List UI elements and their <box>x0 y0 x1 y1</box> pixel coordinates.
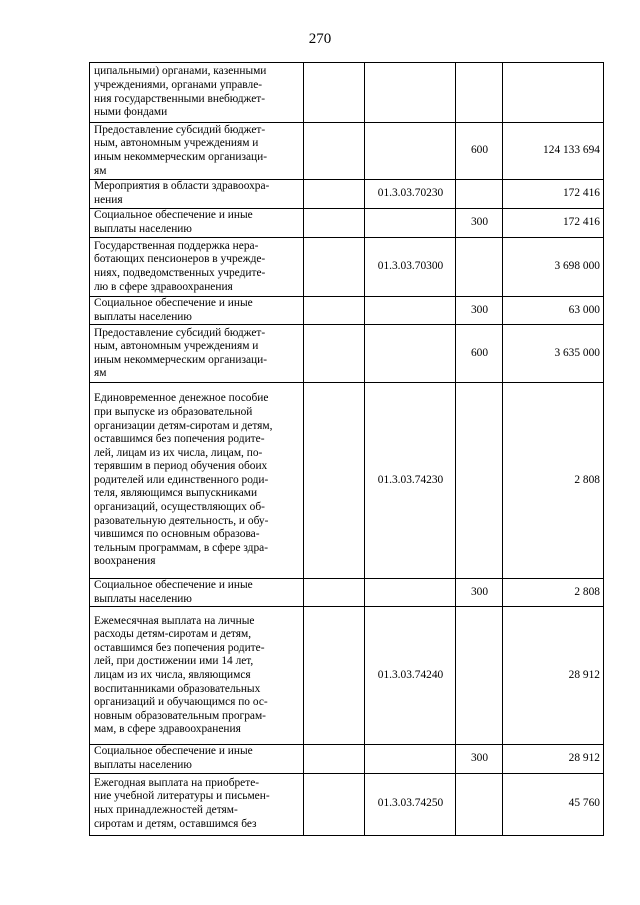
expense-name-line: ям <box>94 164 107 177</box>
expense-name-line: ния государственными внебюджет- <box>94 92 266 105</box>
amount-cell: 3 635 000 <box>503 325 604 383</box>
expense-name-line: лей, лицам из их числа, лицам, по- <box>94 446 263 459</box>
expense-name-line: учреждениями, органами управле- <box>94 78 263 91</box>
amount-cell: 172 416 <box>503 180 604 209</box>
amount-cell: 63 000 <box>503 297 604 325</box>
expense-name-line: оставшимся без попечения родите- <box>94 433 265 446</box>
expense-name-line: Единовременное денежное пособие <box>94 392 269 405</box>
expense-name-line: Социальное обеспечение и иные <box>94 209 253 222</box>
amount-cell: 2 808 <box>503 579 604 607</box>
expense-name-line: ботающих пенсионеров в учрежде- <box>94 253 266 266</box>
expense-name-line: мам, в сфере здравоохранения <box>94 723 241 736</box>
blank-cell <box>304 579 365 607</box>
expense-name-line: тельным программам, в сфере здра- <box>94 541 269 554</box>
expense-name-line: Государственная поддержка нера- <box>94 239 259 252</box>
expense-name-line: Ежемесячная выплата на личные <box>94 614 255 627</box>
expense-name-line: выплаты населению <box>94 758 192 771</box>
expense-type-cell: 300 <box>456 745 503 773</box>
expense-name-line: Предоставление субсидий бюджет- <box>94 123 266 136</box>
target-article-code-cell <box>365 579 456 607</box>
table-row <box>90 579 604 607</box>
table-row <box>90 325 604 383</box>
blank-cell <box>304 238 365 297</box>
target-article-code-cell <box>365 123 456 180</box>
expense-name-line: терявшим в период обучения обоих <box>94 460 268 473</box>
amount-cell: 124 133 694 <box>503 123 604 180</box>
expense-name-cell <box>90 209 304 238</box>
table-row <box>90 63 604 123</box>
expense-name-line: нения <box>94 194 123 206</box>
table-row <box>90 209 604 238</box>
expense-name-cell <box>90 773 304 835</box>
expense-name-line: организаций и обучающимся по ос- <box>94 696 268 709</box>
table-row <box>90 773 604 835</box>
target-article-code-cell: 01.3.03.74230 <box>365 383 456 579</box>
expense-type-cell: 600 <box>456 325 503 383</box>
expense-name-line: Социальное обеспечение и иные <box>94 745 253 758</box>
expense-name-line: иным некоммерческим организаци- <box>94 353 268 366</box>
expense-name-line: теля, являющимся выпускниками <box>94 487 258 500</box>
target-article-code-cell <box>365 745 456 773</box>
blank-cell <box>304 773 365 835</box>
blank-cell <box>304 63 365 123</box>
expense-name-cell <box>90 238 304 297</box>
expense-name-cell <box>90 123 304 180</box>
expense-name-line: иным некоммерческим организаци- <box>94 151 268 163</box>
expense-name-cell <box>90 383 304 579</box>
amount-cell <box>503 63 604 123</box>
expense-name-line: выплаты населению <box>94 223 192 235</box>
expense-name-cell <box>90 180 304 209</box>
expense-name-line: ным, автономным учреждениям и <box>94 137 259 150</box>
expense-name-cell <box>90 607 304 745</box>
expense-type-cell <box>456 63 503 123</box>
expense-type-cell: 600 <box>456 123 503 180</box>
expense-name-line: Предоставление субсидий бюджет- <box>94 326 266 339</box>
target-article-code-cell: 01.3.03.74250 <box>365 773 456 835</box>
expense-name-line: организаций, осуществляющих об- <box>94 501 265 514</box>
expense-name-line: лей, при достижении ими 14 лет, <box>94 655 254 668</box>
expense-name-line: ных принадлежностей детям- <box>94 804 238 817</box>
expense-name-line: Ежегодная выплата на приобрете- <box>94 776 260 789</box>
table-row <box>90 383 604 579</box>
blank-cell <box>304 123 365 180</box>
blank-cell <box>304 209 365 238</box>
amount-cell: 172 416 <box>503 209 604 238</box>
expense-name-line: организации детям-сиротам и детям, <box>94 419 273 432</box>
expense-name-line: лицам из их числа, являющимся <box>94 669 251 682</box>
expense-name-line: чившимся по основным образова- <box>94 528 260 541</box>
expense-name-line: ципальными) органами, казенными <box>94 65 267 78</box>
table-row <box>90 745 604 773</box>
page-number: 270 <box>308 31 332 47</box>
expense-name-line: ными фондами <box>94 106 168 119</box>
expense-name-line: ям <box>94 367 107 380</box>
expense-type-cell <box>456 180 503 209</box>
expense-name-line: новным образовательным програм- <box>94 709 266 722</box>
expense-name-line: оставшимся без попечения родите- <box>94 641 265 654</box>
expense-name-line: разовательную деятельность, и обу- <box>94 514 269 527</box>
target-article-code-cell <box>365 297 456 325</box>
amount-cell: 28 912 <box>503 745 604 773</box>
expense-type-cell: 300 <box>456 297 503 325</box>
expense-name-line: при выпуске из образовательной <box>94 405 253 418</box>
expense-name-cell <box>90 745 304 773</box>
target-article-code-cell: 01.3.03.70300 <box>365 238 456 297</box>
target-article-code-cell <box>365 63 456 123</box>
amount-cell: 28 912 <box>503 607 604 745</box>
table-row <box>90 607 604 745</box>
blank-cell <box>304 180 365 209</box>
expense-type-cell: 300 <box>456 209 503 238</box>
expense-name-line: Социальное обеспечение и иные <box>94 297 253 309</box>
table-row <box>90 238 604 297</box>
expense-name-line: воспитанниками образовательных <box>94 682 261 695</box>
expense-name-line: Мероприятия в области здравоохра- <box>94 180 270 193</box>
amount-cell: 2 808 <box>503 383 604 579</box>
expense-name-line: выплаты населению <box>94 310 192 323</box>
expense-name-line: ным, автономным учреждениям и <box>94 340 259 353</box>
target-article-code-cell: 01.3.03.70230 <box>365 180 456 209</box>
blank-cell <box>304 745 365 773</box>
target-article-code-cell: 01.3.03.74240 <box>365 607 456 745</box>
expense-name-cell <box>90 579 304 607</box>
expense-type-cell <box>456 383 503 579</box>
expense-name-cell <box>90 325 304 383</box>
budget-table-body <box>90 63 604 836</box>
expense-type-cell <box>456 773 503 835</box>
blank-cell <box>304 325 365 383</box>
expense-name-line: воохранения <box>94 555 156 568</box>
expense-name-line: ние учебной литературы и письмен- <box>94 790 270 803</box>
expense-name-line: родителей или единственного роди- <box>94 473 269 486</box>
expense-type-cell: 300 <box>456 579 503 607</box>
blank-cell <box>304 297 365 325</box>
expense-type-cell <box>456 238 503 297</box>
expense-name-cell <box>90 63 304 123</box>
amount-cell: 45 760 <box>503 773 604 835</box>
expense-name-line: сиротам и детям, оставшимся без <box>94 817 257 830</box>
expense-name-cell <box>90 297 304 325</box>
table-row <box>90 123 604 180</box>
expense-name-line: ниях, подведомственных учредите- <box>94 267 266 279</box>
table-row <box>90 180 604 209</box>
target-article-code-cell <box>365 209 456 238</box>
table-row <box>90 297 604 325</box>
expense-name-line: Социальное обеспечение и иные <box>94 579 253 592</box>
blank-cell <box>304 383 365 579</box>
expense-name-line: лю в сфере здравоохранения <box>94 280 233 293</box>
expense-type-cell <box>456 607 503 745</box>
expense-name-line: выплаты населению <box>94 592 192 605</box>
budget-table <box>89 62 604 836</box>
amount-cell: 3 698 000 <box>503 238 604 297</box>
blank-cell <box>304 607 365 745</box>
expense-name-line: расходы детям-сиротам и детям, <box>94 628 252 641</box>
target-article-code-cell <box>365 325 456 383</box>
